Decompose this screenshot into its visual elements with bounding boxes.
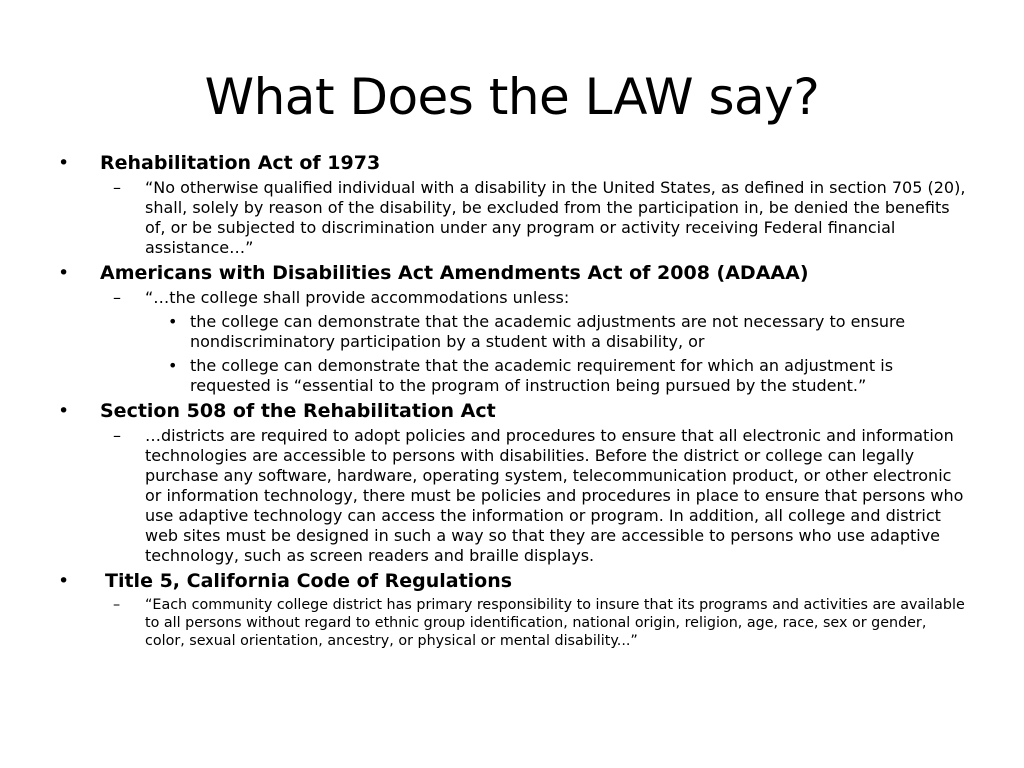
bullet-icon: • bbox=[168, 356, 178, 375]
section-item bbox=[113, 426, 970, 566]
section-item bbox=[113, 596, 970, 650]
section-heading-adaaa bbox=[58, 261, 970, 285]
section-heading-text: Rehabilitation Act of 1973 bbox=[100, 152, 381, 174]
slide-content bbox=[58, 148, 970, 650]
section-heading-text: Americans with Disabilities Act Amendments Act of 2008 (ADAAA) bbox=[100, 262, 809, 284]
bullet-icon: • bbox=[168, 312, 178, 331]
section-item-text: “No otherwise qualified individual with a disability in the United States, as defined in section 705 (20), shall, solely by reason of the disability, be excluded from the participation in, be denied the benefits of, or be subjected to discrimination under any program or activity receiving Federal financial assistance…” bbox=[145, 178, 966, 257]
bullet-icon: • bbox=[58, 262, 70, 284]
bullet-icon: • bbox=[58, 400, 70, 422]
dash-icon: – bbox=[113, 288, 121, 307]
dash-icon: – bbox=[113, 178, 121, 197]
bullet-icon: • bbox=[58, 570, 70, 592]
section-subitem bbox=[168, 356, 970, 396]
section-heading-text: Section 508 of the Rehabilitation Act bbox=[100, 400, 496, 422]
section-subitem-text: the college can demonstrate that the academic requirement for which an adjustment is requested is “essential to the program of instruction being pursued by the student.” bbox=[190, 356, 894, 395]
slide-title: What Does the LAW say? bbox=[204, 68, 820, 126]
section-heading-rehabilitation-act bbox=[58, 151, 970, 175]
section-subitem-text: the college can demonstrate that the academic adjustments are not necessary to ensure nondiscriminatory participation by a student with a disability, or bbox=[190, 312, 906, 351]
section-heading-section-508 bbox=[58, 399, 970, 423]
section-item-text: “…the college shall provide accommodations unless: bbox=[145, 288, 570, 307]
section-item-text: “Each community college district has primary responsibility to insure that its programs and activities are available to all persons without regard to ethnic group identification, national origin, religion, age, race, sex or gender, color, sexual orientation, ancestry, or physical or mental disability...” bbox=[145, 597, 965, 649]
section-heading-text: Title 5, California Code of Regulations bbox=[105, 570, 513, 592]
bullet-icon: • bbox=[58, 152, 70, 174]
section-item bbox=[113, 178, 970, 258]
section-item-text: …districts are required to adopt policies and procedures to ensure that all electronic and information technologies are accessible to persons with disabilities. Before the district or college can legally purchase any software, hardware, operating system, telecommunication product, or other electronic or information technology, there must be policies and procedures in place to ensure that persons who use adaptive technology can access the information or program. In addition, all college and district web sites must be designed in such a way so that they are accessible to persons who use adaptive technology, such as screen readers and braille displays. bbox=[145, 426, 964, 565]
dash-icon: – bbox=[113, 597, 121, 613]
section-heading-title-5 bbox=[58, 569, 970, 593]
section-item bbox=[113, 288, 970, 308]
dash-icon: – bbox=[113, 426, 121, 445]
section-subitem bbox=[168, 312, 970, 352]
